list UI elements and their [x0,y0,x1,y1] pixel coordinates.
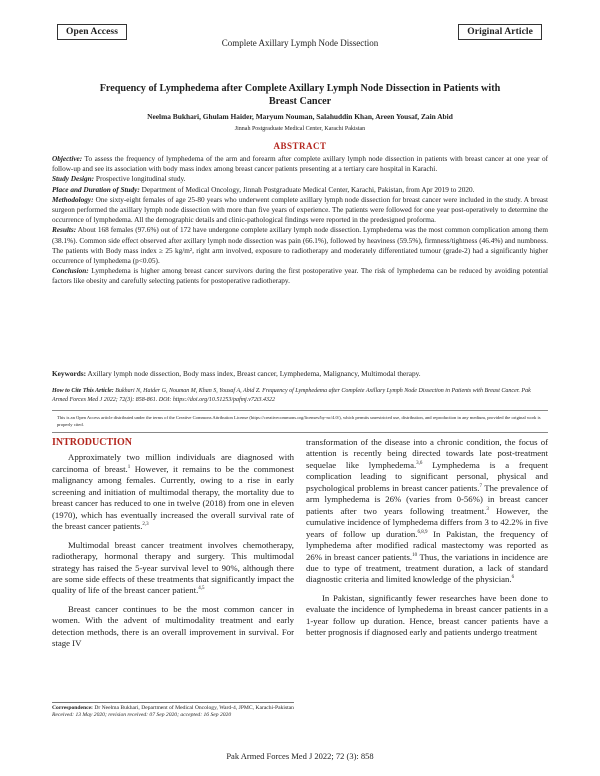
body-column-left [52,437,294,657]
section-heading: INTRODUCTION [52,437,133,448]
body-paragraph: transformation of the disease into a chronic condition, the focus of attention is recently being directed towards late post-treatment sequelae like lymphedema.$^{3,6}$ Lymphedema is a frequent complication leading to significant personal, physical and psychological problems in breast cancer patients.$^7$ The prevalence of arm lymphedema is 26% (varies from 0-56%) in breast cancer patients after two years following treatment.$^3$ However, the cumulative incidence of lymphedema differs from 3 to 42.2% in five years of follow up duration.$^{6,8,9}$ In Pakistan, the frequency of lymphedema after modified radical mastectomy was reported as 26% in breast cancer patients.$^{10}$ Thus, the variations in incidence are due to type of treatment, treatment duration, a lack of standard diagnostic criteria and limited knowledge of the physician.$^6$ [306,437,549,585]
body-paragraph: In Pakistan, significantly fewer researches have been done to evaluate the incidence of lymphedema in breast cancer patients in a 1-year follow up duration. Hence, breast cancer patients have a better prognosis if diagnosed early and patients undergo treatment [306,592,548,638]
page-footer: Pak Armed Forces Med J 2022; 72 (3): 858 [226,751,374,761]
reference-marker: 3 [486,506,489,512]
abstract-text: About 168 females (97.6%) out of 172 have undergone complete axillary lymph node dissection. Lymphedema was the most common complication among them (38.1%). Common side effect observed after axillary lymph node dissection was pain (66.1%), followed by heaviness (59.5%), firmness/tightness (46.4%) and numbness. The patients with Body mass index ≥ 25 kg/m², right arm involved, exposure to radiotherapy and moderately differentiated tumour (grade-2) had a significantly higher occurrence of lymphedema (p<0.05). [52,226,548,266]
article-type-label: Original Article [458,24,542,40]
keywords-label: Keywords: [52,369,87,378]
reference-marker: 2,3 [142,522,149,528]
abstract-place [52,185,548,195]
abstract-conclusion [52,266,548,286]
keywords [52,369,548,378]
received-dates: Received: 13 May 2020; revision received: 07 Sep 2020; accepted: 16 Sep 2020 [52,712,232,719]
keywords-text: Axillary lymph node dissection, Body mass index, Breast cancer, Lymphedema, Malignancy, Multimodal therapy. [86,369,421,378]
citation-text: Bukhari N, Haider G, Nouman M, Khan S, Yousaf A, Abid Z. Frequency of Lymphedema after Complete Axillary Lymph Node Dissection in Patients with Breast Cancer. Pak Armed Forces Med J 2022; 72(3): 858-861. DOI: https://doi.org/10.51253/pafmj.v72i3.4322 [52,388,531,403]
abstract-body [52,154,548,287]
reference-marker: 4,5 [198,586,205,592]
body-column-right [306,437,548,646]
citation-label: How to Cite This Article: [52,388,114,394]
divider [52,702,294,703]
body-paragraph: Multimodal breast cancer treatment involves chemotherapy, radiotherapy, hormonal therapy and surgery. This multimodal strategy has raised the 5-year survival level to 90%, although there are some side effects of these treatments that significantly impact the quality of life of the breast cancer patient.$^{4,5}$ [52,539,294,596]
correspondence-text: Dr Neelma Bukhari, Department of Medical Oncology, Ward-4, JPMC, Karachi-Pakistan [92,705,294,711]
article-title: Frequency of Lymphedema after Complete Axillary Lymph Node Dissection in Patients with Breast Cancer [99,83,501,107]
license-notice: This is an Open Access article distributed under the terms of the Creative Commons Attribution License (https://creativecommons.org/licenses/by-nc/4.0/), which permits unrestricted use, distribution, and reproduction in any medium, provided the original work is properly cited. [57,415,541,427]
reference-marker: 10 [412,552,418,558]
abstract-results [52,225,548,266]
body-paragraph: Breast cancer continues to be the most common cancer in women. With the advent of multimodality treatment and early detection methods, there is an overall improvement in survival. For stage IV [52,603,294,649]
abstract-label: Objective: [52,155,83,163]
body-paragraph: Approximately two million individuals are diagnosed with carcinoma of breast.$^1$ However, it remains to be the commonest malignancy among females. Currently, owing to a rise in early screening and initiation of multimodal therapy, the mortality due to breast cancer has reduced to one in twelve (2018) from one in eleven (1970), which has eventually increased the overall survival rate of the breast cancer patients.$^{2,3}$ [52,452,295,532]
affiliation: Jinnah Postgraduate Medical Center, Karachi Pakistan [234,126,366,132]
running-head: Complete Axillary Lymph Node Dissection [221,38,379,48]
reference-marker: 1 [127,465,131,470]
author-list: Neelma Bukhari, Ghulam Haider, Maryum Nouman, Salahuddin Khan, Areen Yousaf, Zain Abid [147,112,453,121]
abstract-methodology [52,195,548,226]
abstract-label: Place and Duration of Study: [52,185,140,194]
reference-marker: 6,8,9 [417,529,428,535]
abstract-objective [52,154,548,174]
abstract-label: Conclusion: [52,267,89,276]
abstract-heading: ABSTRACT [273,141,327,151]
abstract-text: To assess the frequency of lymphedema of the arm and forearm after complete axillary lymph node dissection in patients with breast cancer at one year of follow-up and see its association with body mass index among breast cancer patients presenting at a tertiary care hospital in Karachi. [52,155,548,174]
abstract-text: Department of Medical Oncology, Jinnah Postgraduate Medical Center, Karachi, Pakistan, from Apr 2019 to 2020. [139,185,475,194]
reference-marker: 3,6 [416,461,423,466]
abstract-text: Lymphedema is higher among breast cancer survivors during the first postoperative year. The risk of lymphedema can be reduced by avoiding potential factors like obesity and carefully selecting patients for postoperative radiotherapy. [52,267,548,286]
open-access-label: Open Access [57,24,127,40]
abstract-label: Study Design: [52,175,95,184]
abstract-text: Prospective longitudinal study. [94,175,186,184]
correspondence [52,705,294,720]
citation [52,387,548,404]
divider [52,432,548,433]
divider [52,410,548,411]
abstract-design [52,174,548,184]
correspondence-label: Correspondence: [52,705,93,711]
reference-marker: 6 [511,575,515,581]
abstract-text: One sixty-eight females of age 25-80 years who underwent complete axillary lymph node dissection for breast cancer were included in the study. A breast surgeon performed the axillary lymph node dissection with more than five years of experience. The patients were followed for one year post-operatively to determine the occurrence of lymphedema. All the demographic details and clinic-pathological findings were reported in the predesigned proforma. [52,195,548,225]
abstract-label: Results: [52,226,77,235]
reference-marker: 7 [479,483,482,489]
abstract-label: Methodology: [52,195,94,204]
